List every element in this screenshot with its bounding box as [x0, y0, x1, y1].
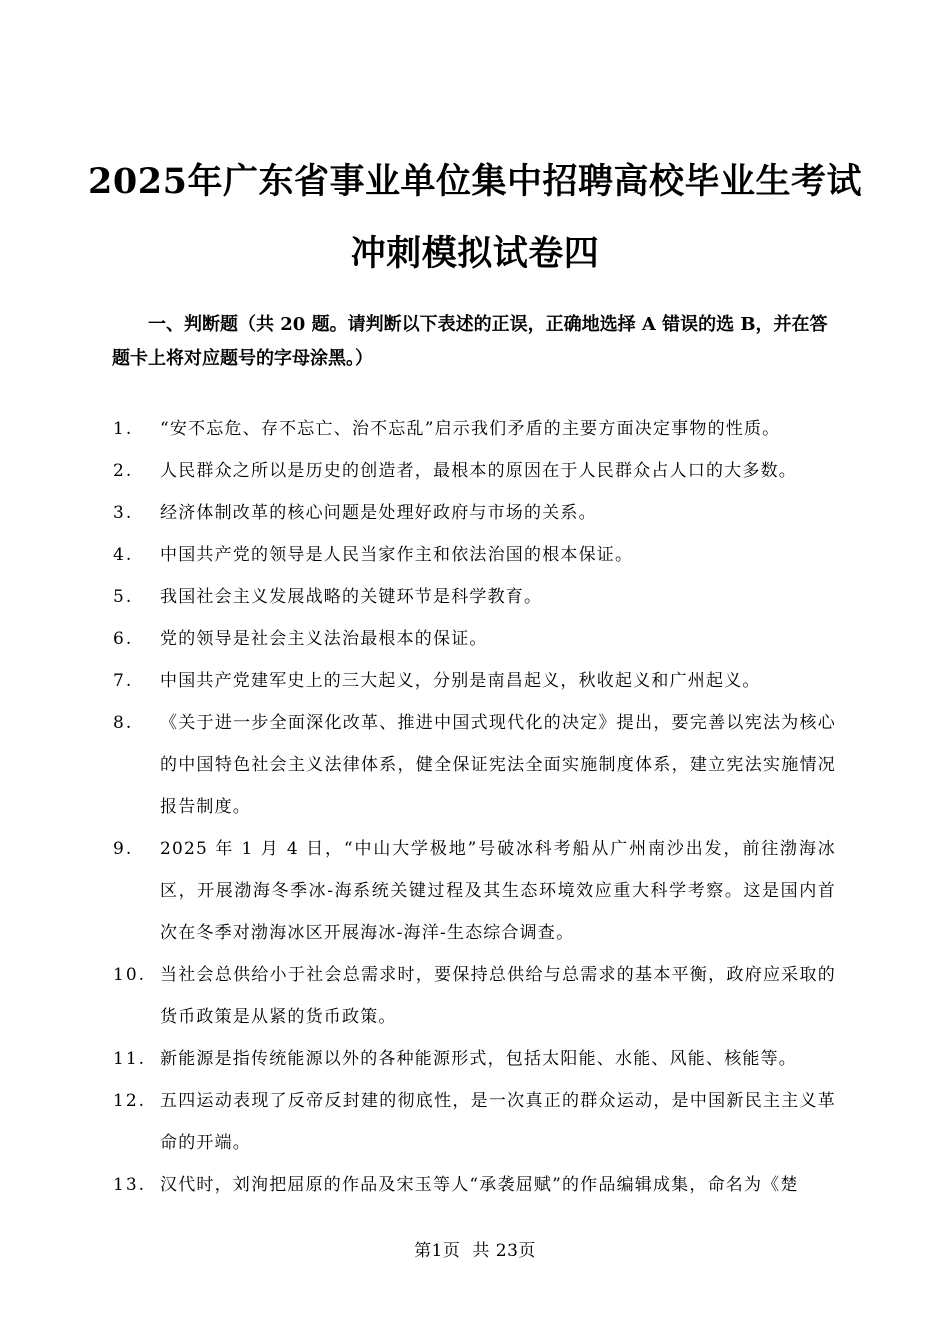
question-number: 5.	[113, 587, 134, 607]
question-item-2	[0, 450, 950, 492]
question-text: 中国共产党的领导是人民当家作主和依法治国的根本保证。	[160, 545, 634, 565]
question-number: 1.	[113, 419, 134, 439]
question-text: 经济体制改革的核心问题是处理好政府与市场的关系。	[160, 503, 597, 523]
question-text: “安不忘危、存不忘亡、治不忘乱”启示我们矛盾的主要方面决定事物的性质。	[160, 419, 781, 439]
question-text: 《关于进一步全面深化改革、推进中国式现代化的决定》提出，要完善以宪法为核心的中国特色社会主义法律体系，健全保证宪法全面实施制度体系，建立宪法实施情况报告制度。	[160, 713, 836, 817]
document-title-line2: 冲刺模拟试卷四	[350, 233, 600, 274]
question-text: 中国共产党建军史上的三大起义，分别是南昌起义，秋收起义和广州起义。	[160, 671, 761, 691]
question-number: 7.	[113, 671, 134, 691]
question-item-7	[0, 660, 950, 702]
question-item-1	[0, 408, 950, 450]
question-text: 人民群众之所以是历史的创造者，最根本的原因在于人民群众占人口的大多数。	[160, 461, 797, 481]
question-text: 五四运动表现了反帝反封建的彻底性，是一次真正的群众运动，是中国新民主主义革命的开端。	[160, 1091, 836, 1153]
question-number: 6.	[113, 629, 134, 649]
question-text: 2025 年 1 月 4 日，“中山大学极地”号破冰科考船从广州南沙出发，前往渤海冰区，开展渤海冬季冰-海系统关键过程及其生态环境效应重大科学考察。这是国内首次在冬季对渤海冰区开展海冰-海洋-生态综合调查。	[160, 839, 836, 943]
question-list	[0, 408, 950, 1206]
question-item-3	[0, 492, 950, 534]
question-text: 汉代时，刘洵把屈原的作品及宋玉等人“承袭屈赋”的作品编辑成集，命名为《楚	[160, 1175, 799, 1195]
question-item-9	[0, 828, 950, 954]
question-number: 2.	[113, 461, 134, 481]
question-item-5	[0, 576, 950, 618]
question-item-12	[0, 1080, 950, 1164]
question-item-10	[0, 954, 950, 1038]
page-footer	[0, 1236, 950, 1261]
question-number: 3.	[113, 503, 134, 523]
question-number: 10.	[113, 965, 147, 985]
question-text: 当社会总供给小于社会总需求时，要保持总供给与总需求的基本平衡，政府应采取的货币政策是从紧的货币政策。	[160, 965, 836, 1027]
question-number: 12.	[113, 1091, 147, 1111]
question-item-6	[0, 618, 950, 660]
question-number: 13.	[113, 1175, 147, 1195]
question-text: 党的领导是社会主义法治最根本的保证。	[160, 629, 488, 649]
page-total: 共 23页	[472, 1241, 536, 1261]
question-text: 新能源是指传统能源以外的各种能源形式，包括太阳能、水能、风能、核能等。	[160, 1049, 797, 1069]
question-item-4	[0, 534, 950, 576]
question-item-13	[0, 1164, 950, 1206]
question-number: 9.	[113, 839, 134, 859]
question-item-8	[0, 702, 950, 828]
question-text: 我国社会主义发展战略的关键环节是科学教育。	[160, 587, 543, 607]
page-number: 第1页	[414, 1241, 461, 1261]
section-heading: 一、判断题（共 20 题。请判断以下表述的正误，正确地选择 A 错误的选 B，并在答题卡上将对应题号的字母涂黑。）	[112, 314, 828, 369]
question-number: 11.	[113, 1049, 147, 1069]
question-number: 4.	[113, 545, 134, 565]
question-number: 8.	[113, 713, 134, 733]
document-title-line1: 2025年广东省事业单位集中招聘高校毕业生考试	[88, 161, 862, 202]
question-item-11	[0, 1038, 950, 1080]
